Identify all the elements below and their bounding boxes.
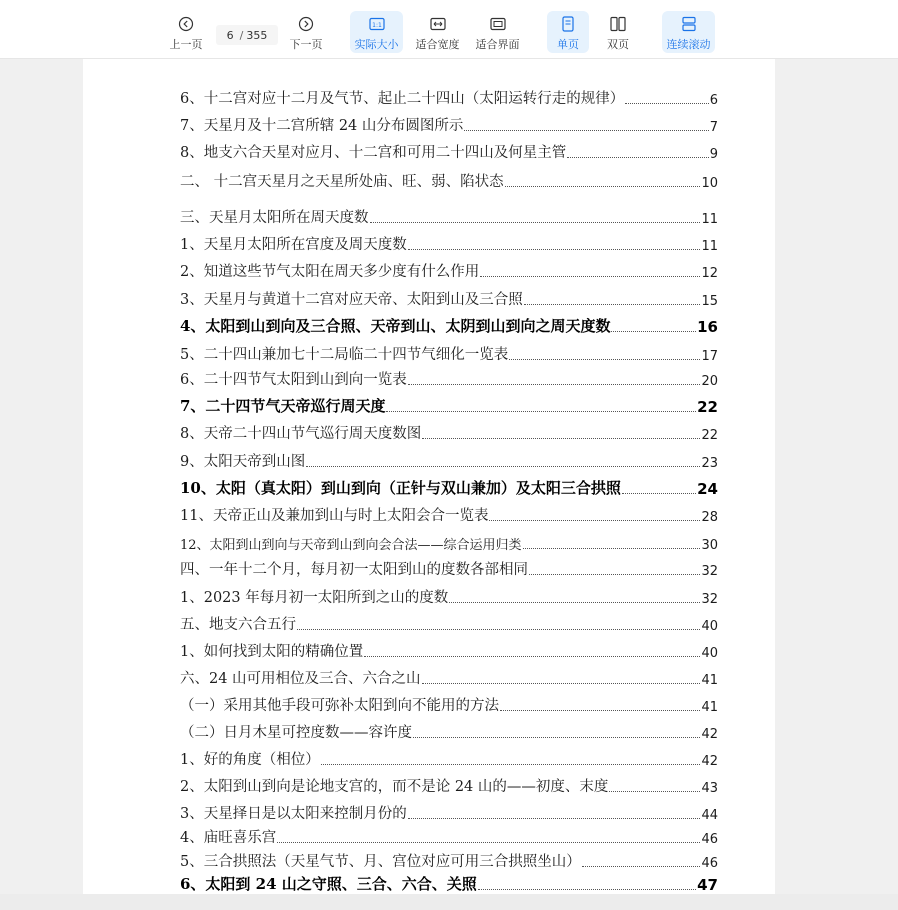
toc-entry-page: 22 <box>701 428 718 443</box>
toc-entry-title: 8、天帝二十四山节气巡行周天度数图 <box>180 426 422 442</box>
toc-entry-title: 12、太阳到山到向与天帝到山到向会合法——综合运用归类 <box>180 538 522 553</box>
toc-entry[interactable] <box>180 232 718 254</box>
toc-entry-title: （二）日月木星可控度数——容许度 <box>180 725 412 741</box>
single-page-button[interactable] <box>547 11 589 53</box>
toc-leader <box>505 186 701 187</box>
fit-page-button[interactable] <box>471 11 524 53</box>
toc-leader <box>297 629 700 630</box>
double-page-icon <box>609 15 627 33</box>
fit-page-icon <box>489 15 507 33</box>
toc-entry-title: 7、二十四节气天帝巡行周天度 <box>180 397 386 415</box>
toc-entry[interactable] <box>180 113 718 135</box>
actual-size-button[interactable] <box>350 11 403 53</box>
toc-leader <box>622 493 696 494</box>
toc-leader <box>408 249 701 250</box>
toc-entry[interactable] <box>180 531 718 553</box>
toc-leader <box>408 384 701 385</box>
toc-entry-page: 42 <box>701 754 718 769</box>
toc-entry-title: 二、 十二宫天星月之天星所处庙、旺、弱、陷状态 <box>180 174 504 190</box>
continuous-scroll-icon <box>680 15 698 33</box>
toc-leader <box>321 764 701 765</box>
toc-entry-page: 47 <box>697 876 718 894</box>
next-page-label: 下一页 <box>289 38 323 51</box>
toc-entry-page: 42 <box>701 727 718 742</box>
toc-entry-page: 12 <box>701 266 718 281</box>
toc-entry-title: 五、地支六合五行 <box>180 617 296 633</box>
toc-entry-page: 7 <box>709 120 718 135</box>
toc-entry-page: 28 <box>701 510 718 525</box>
toc-leader <box>509 359 700 360</box>
toc-entry[interactable] <box>180 342 718 364</box>
continuous-scroll-button[interactable] <box>662 11 715 53</box>
single-page-label: 单页 <box>557 38 579 51</box>
toc-entry-title: 10、太阳（真太阳）到山到向（正针与双山兼加）及太阳三合拱照 <box>180 479 621 497</box>
toc-entry[interactable] <box>180 205 718 227</box>
toc-entry-title: 5、二十四山兼加七十二局临二十四节气细化一览表 <box>180 347 509 363</box>
toc-leader <box>609 791 700 792</box>
toc-entry-page: 6 <box>709 93 718 108</box>
toc-entry-page: 15 <box>701 294 718 309</box>
toc-leader <box>370 222 701 223</box>
toc-leader <box>478 889 696 890</box>
toc-entry[interactable] <box>180 693 718 715</box>
toc-entry[interactable] <box>180 585 718 607</box>
toc-entry-title: 四、一年十二个月，每月初一太阳到山的度数各部相同 <box>180 562 528 578</box>
prev-page-label: 上一页 <box>169 38 203 51</box>
toc-entry-page: 16 <box>697 318 718 336</box>
toc-leader <box>529 574 700 575</box>
toc-entry-title: 1、天星月太阳所在宫度及周天度数 <box>180 237 407 253</box>
toc-entry[interactable] <box>180 449 718 471</box>
current-page-input[interactable]: 6 <box>226 28 234 42</box>
toc-leader <box>625 103 708 104</box>
continuous-scroll-label: 连续滚动 <box>666 38 711 51</box>
toc-entry-title: 三、天星月太阳所在周天度数 <box>180 210 369 226</box>
toc-entry[interactable] <box>180 367 718 389</box>
toc-entry-title: 4、太阳到山到向及三合照、天帝到山、太阴到山到向之周天度数 <box>180 317 611 335</box>
toc-leader <box>306 466 700 467</box>
actual-size-icon <box>368 15 386 33</box>
page-separator: / <box>239 28 244 42</box>
toc-entry-page: 46 <box>701 832 718 847</box>
toc-leader <box>413 737 700 738</box>
fit-width-button[interactable] <box>411 11 464 53</box>
toc-entry-page: 40 <box>701 619 718 634</box>
toc-entry[interactable] <box>180 639 718 661</box>
toc-entry-page: 11 <box>701 239 718 254</box>
toc-entry[interactable] <box>180 169 718 191</box>
actual-size-label: 实际大小 <box>354 38 399 51</box>
toc-entry[interactable] <box>180 259 718 281</box>
toc-entry-page: 24 <box>697 480 718 498</box>
toc-entry-title: 4、庙旺喜乐宫 <box>180 830 277 846</box>
toc-entry[interactable] <box>180 557 718 579</box>
toc-entry[interactable] <box>180 140 718 162</box>
toc-entry-title: 8、地支六合天星对应月、十二宫和可用二十四山及何星主管 <box>180 145 567 161</box>
toc-entry[interactable] <box>180 774 718 796</box>
toc-entry-page: 41 <box>701 700 718 715</box>
fit-page-label: 适合界面 <box>475 38 520 51</box>
prev-page-button[interactable] <box>166 11 206 53</box>
svg-text:1:1: 1:1 <box>371 22 382 29</box>
next-page-button[interactable] <box>286 11 326 53</box>
toc-entry[interactable] <box>180 612 718 634</box>
toc-entry[interactable] <box>180 825 718 847</box>
toc-entry-page: 41 <box>701 673 718 688</box>
toc-entry[interactable] <box>180 801 718 823</box>
toc-entry[interactable] <box>180 394 718 416</box>
toc-leader <box>464 130 708 131</box>
toc-leader <box>611 331 696 332</box>
toc-entry[interactable] <box>180 849 718 871</box>
toc-entry-title: 3、天星月与黄道十二宫对应天帝、太阳到山及三合照 <box>180 292 523 308</box>
toc-leader <box>422 438 700 439</box>
toc-entry-title: 7、天星月及十二宫所辖 24 山分布圆图所示 <box>180 118 464 134</box>
toc-leader <box>449 602 700 603</box>
toc-leader <box>523 548 701 549</box>
toc-entry-page: 40 <box>701 646 718 661</box>
toc-entry-title: 6、太阳到 24 山之守照、三合、六合、关照 <box>180 875 477 893</box>
toc-entry[interactable] <box>180 476 718 498</box>
toc-entry-title: 6、二十四节气太阳到山到向一览表 <box>180 372 407 388</box>
toc-entry-title: 6、十二宫对应十二月及气节、起止二十四山（太阳运转行走的规律） <box>180 91 625 107</box>
toc-leader <box>422 683 701 684</box>
toc-entry-title: 5、三合拱照法（天星气节、月、宫位对应可用三合拱照坐山） <box>180 854 581 870</box>
chevron-right-circle-icon <box>297 15 315 33</box>
toc-leader <box>480 276 700 277</box>
toc-entry-page: 11 <box>701 212 718 227</box>
toc-entry-title: 2、知道这些节气太阳在周天多少度有什么作用 <box>180 264 480 280</box>
total-pages: 355 <box>246 28 268 42</box>
toc-entry-page: 20 <box>701 374 718 389</box>
toc-entry-title: 2、太阳到山到向是论地支宫的，而不是论 24 山的——初度、末度 <box>180 779 609 795</box>
toc-entry-title: 11、天帝正山及兼加到山与时上太阳会合一览表 <box>180 508 489 524</box>
toc-entry-title: 1、2023 年每月初一太阳所到之山的度数 <box>180 590 449 606</box>
toc-entry[interactable] <box>180 747 718 769</box>
chevron-left-circle-icon <box>177 15 195 33</box>
toc-entry-page: 32 <box>701 564 718 579</box>
toc-entry[interactable] <box>180 86 718 108</box>
toc-entry-page: 17 <box>701 349 718 364</box>
toc-entry-title: （一）采用其他手段可弥补太阳到向不能用的方法 <box>180 698 499 714</box>
toc-leader <box>277 842 700 843</box>
toc-entry[interactable] <box>180 314 718 336</box>
toc-leader <box>582 866 701 867</box>
toc-entry[interactable] <box>180 720 718 742</box>
single-page-icon <box>559 15 577 33</box>
fit-width-icon <box>429 15 447 33</box>
toc-entry-page: 30 <box>701 538 718 553</box>
bottom-scroll-area <box>0 894 898 910</box>
toc-entry[interactable] <box>180 287 718 309</box>
toc-entry-page: 22 <box>697 398 718 416</box>
toc-entry-page: 43 <box>701 781 718 796</box>
toc-entry-page: 9 <box>709 147 718 162</box>
toc-leader <box>408 818 701 819</box>
toc-entry[interactable] <box>180 421 718 443</box>
toc-entry-title: 六、24 山可用相位及三合、六合之山 <box>180 671 421 687</box>
double-page-label: 双页 <box>607 38 629 51</box>
toc-entry-page: 23 <box>701 456 718 471</box>
viewer-toolbar <box>0 0 898 59</box>
toc-leader <box>364 656 700 657</box>
toc-entry-page: 32 <box>701 592 718 607</box>
page-indicator <box>216 25 278 45</box>
toc-entry[interactable] <box>180 872 718 894</box>
toc-entry[interactable] <box>180 666 718 688</box>
toc-leader <box>489 520 700 521</box>
toc-entry-page: 46 <box>701 856 718 871</box>
toc-entry-page: 10 <box>701 176 718 191</box>
double-page-button[interactable] <box>597 11 639 53</box>
toc-leader <box>386 411 696 412</box>
toc-entry-page: 44 <box>701 808 718 823</box>
toc-leader <box>524 304 701 305</box>
toc-leader <box>500 710 700 711</box>
fit-width-label: 适合宽度 <box>415 38 460 51</box>
toc-entry-title: 9、太阳天帝到山图 <box>180 454 306 470</box>
toc-entry-title: 1、好的角度（相位） <box>180 752 320 768</box>
toc-leader <box>567 157 708 158</box>
toc-entry[interactable] <box>180 503 718 525</box>
toc-entry-title: 1、如何找到太阳的精确位置 <box>180 644 364 660</box>
toc-entry-title: 3、天星择日是以太阳来控制月份的 <box>180 806 407 822</box>
